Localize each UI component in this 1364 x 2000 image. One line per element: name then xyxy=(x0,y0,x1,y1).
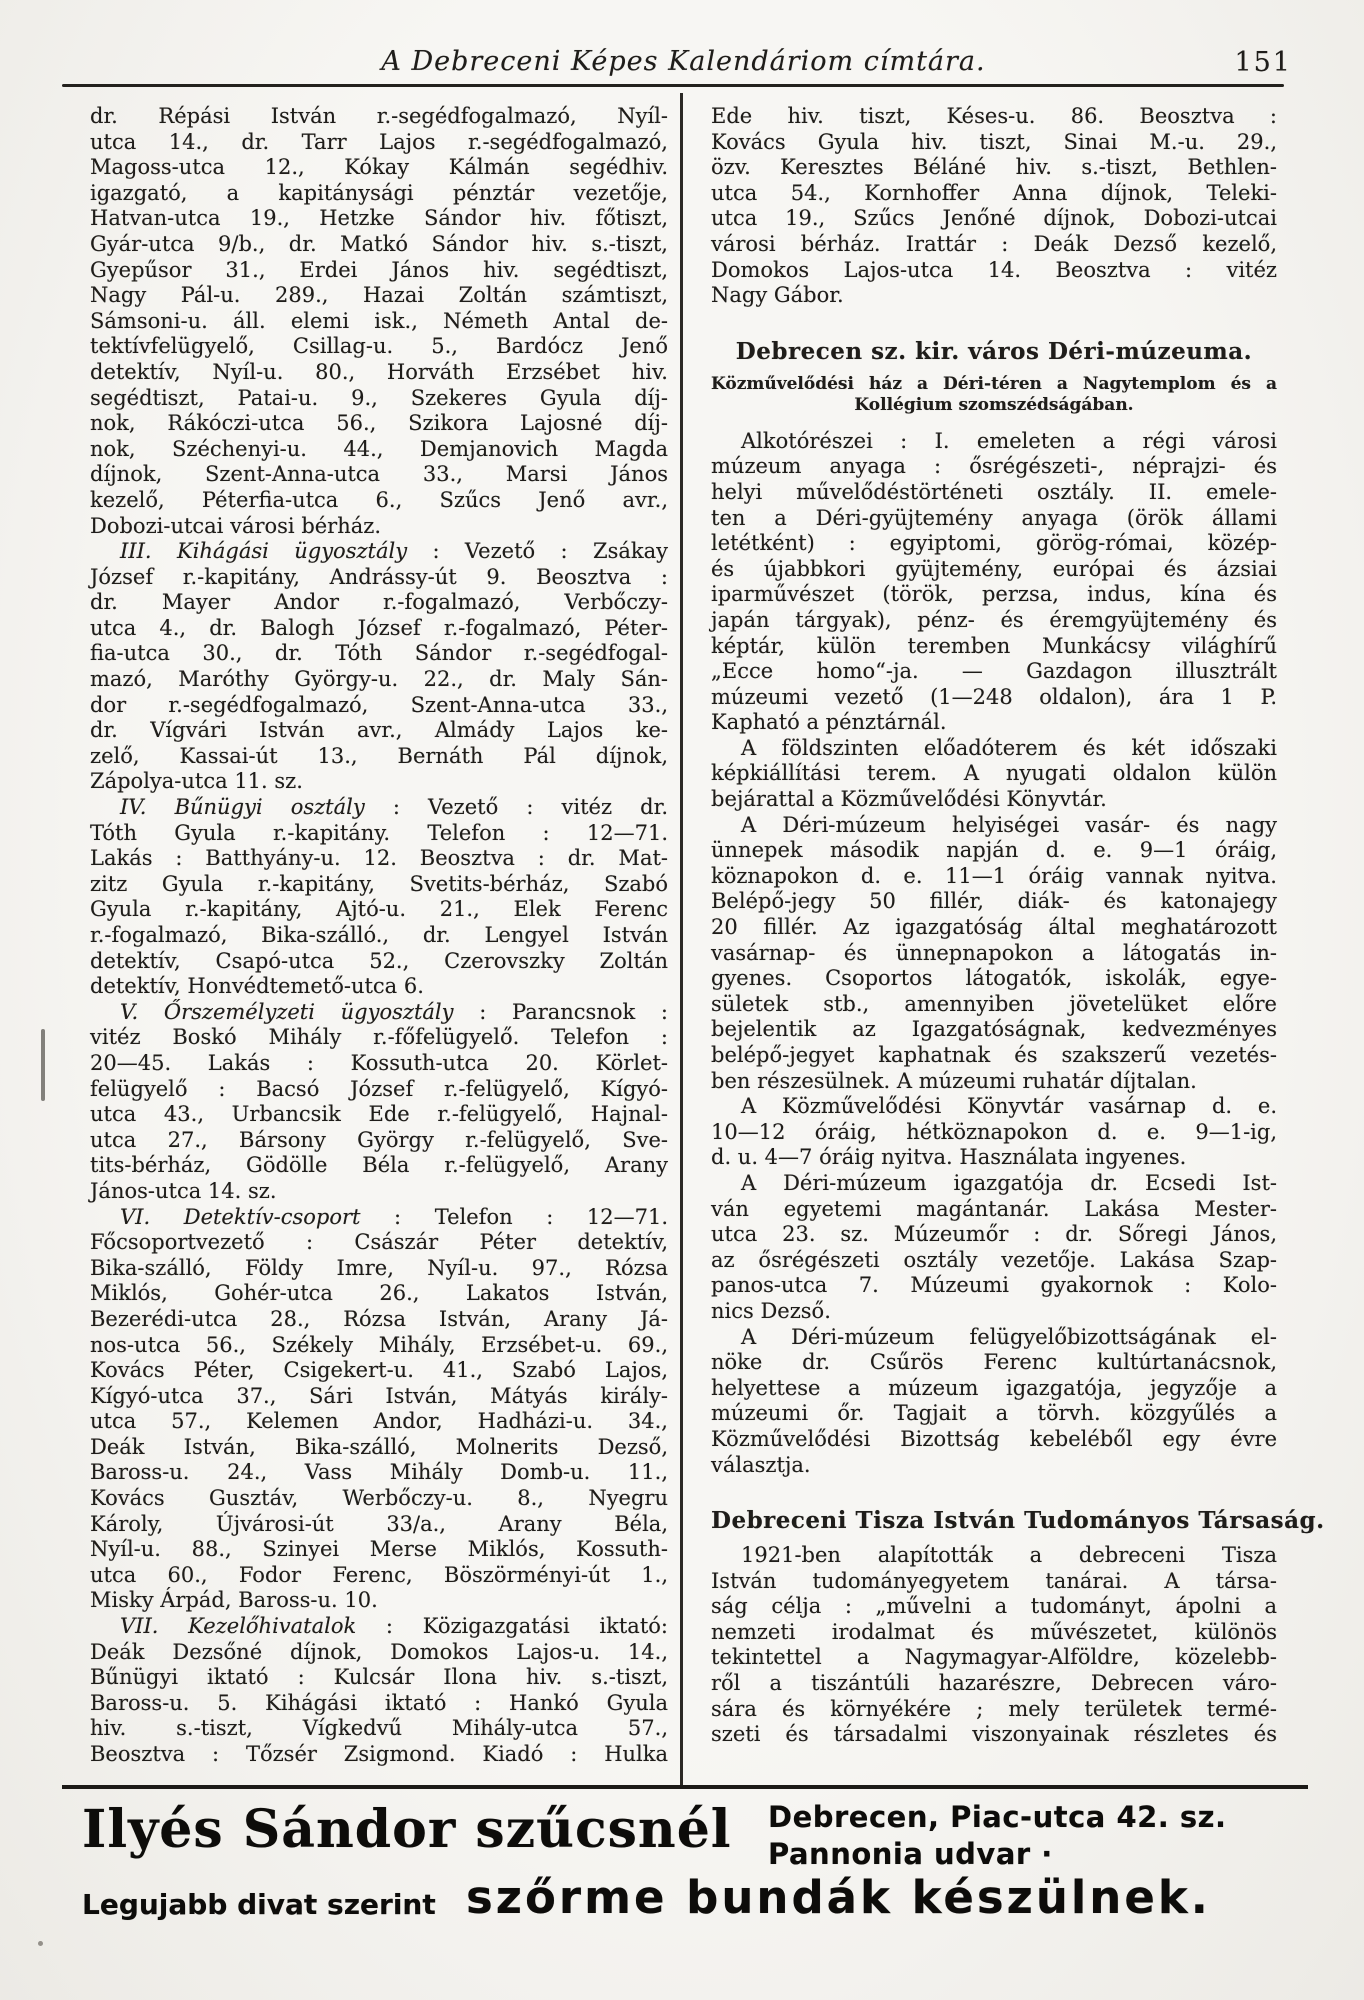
text-line: detektív, Honvédtemető-utca 6. xyxy=(90,974,424,999)
text-line: zelő, Kassai-út 13., Bernáth Pál díjnok, xyxy=(90,743,668,768)
text-line: nok, Rákóczi-utca 56., Szikora Lajosné díj- xyxy=(90,411,668,436)
text-line: bejelentik az Igazgatóságnak, kedvezményes xyxy=(711,1017,1277,1042)
paragraph xyxy=(90,795,668,1000)
text-line: mazó, Maróthy György-u. 22., dr. Maly Sán- xyxy=(90,667,668,692)
text-line: utca 23. sz. Múzeumőr : dr. Sőregi János, xyxy=(711,1222,1277,1247)
left-column xyxy=(90,104,668,1768)
text-line: múzeumi vezető (1—248 oldalon), ára 1 P. xyxy=(711,684,1277,709)
section-heading: Debrecen sz. kir. város Déri-múzeuma. xyxy=(735,337,1253,365)
text-line: Baross-u. 24., Vass Mihály Domb-u. 11., xyxy=(90,1460,668,1485)
text-line: Baross-u. 5. Kihágási iktató : Hankó Gyula xyxy=(90,1690,668,1715)
paragraph xyxy=(90,539,668,795)
section-heading: Debreceni Tisza István Tudományos Társaság. xyxy=(711,1507,1325,1535)
text-line: sára és környékére ; mely területek termé- xyxy=(711,1696,1277,1721)
text-line: r.-fogalmazó, Bika-szálló., dr. Lengyel István xyxy=(90,923,668,947)
paragraph xyxy=(711,429,1277,736)
section-subheading xyxy=(711,374,1277,416)
text-line: nemzeti irodalmat és művészetet, különös xyxy=(711,1619,1277,1644)
text-line: Nyíl-u. 88., Szinyei Merse Miklós, Kossuth- xyxy=(90,1537,668,1562)
scan-artifact xyxy=(41,1029,45,1101)
text-line: tekintettel a Nagymagyar-Alföldre, közelebb- xyxy=(711,1645,1277,1670)
text-line: nics Dezső. xyxy=(711,1298,831,1323)
text-line: városi bérház. Irattár : Deák Dezső kezelő, xyxy=(711,231,1277,256)
text-line: Főcsoportvezető : Császár Péter detektív, xyxy=(90,1230,668,1255)
text-line: hiv. s.-tiszt, Vígkedvű Mihály-utca 57., xyxy=(90,1716,668,1741)
paragraph xyxy=(711,1325,1277,1479)
text-line: Kígyó-utca 37., Sári István, Mátyás király- xyxy=(90,1383,668,1408)
text-line: Kollégium szomszédságában. xyxy=(854,394,1134,415)
text-line: János-utca 14. sz. xyxy=(90,1178,277,1203)
text-line: utca 27., Bársony György r.-felügyelő, Sve- xyxy=(90,1127,668,1152)
text-line: igazgató, a kapitánysági pénztár vezetője, xyxy=(90,180,668,205)
text-line: ság célja : „művelni a tudományt, ápolni a xyxy=(711,1594,1277,1619)
text-line: belépő-jegyet kaphatnak és szakszerű vezetés- xyxy=(711,1043,1277,1067)
page-number: 151 xyxy=(1234,47,1292,78)
text-line: Hatvan-utca 19., Hetzke Sándor hiv. főtiszt, xyxy=(90,206,668,231)
text-line: panos-utca 7. Múzeumi gyakornok : Kolo- xyxy=(711,1273,1277,1298)
text-line: az ősrégészeti osztály vezetője. Lakása Szap- xyxy=(711,1247,1277,1272)
text-line: Beosztva : Tőzsér Zsigmond. Kiadó : Hulka xyxy=(90,1742,668,1766)
text-line: letétként) : egyiptomi, görög-római, közép- xyxy=(711,531,1277,556)
text-line: Alkotórészei : I. emeleten a régi városi xyxy=(741,428,1277,453)
text-line: választja. xyxy=(711,1452,811,1477)
text-line: Deák Dezsőné díjnok, Domokos Lajos-u. 14., xyxy=(90,1639,668,1664)
text-line: Károly, Újvárosi-út 33/a., Arany Béla, xyxy=(90,1511,668,1536)
text-line: képkiállítási terem. A nyugati oldalon külön xyxy=(711,761,1277,786)
text-line: A földszinten előadóterem és két időszaki xyxy=(741,735,1277,760)
text-line: sületek stb., amennyiben jövetelüket előre xyxy=(711,991,1277,1016)
text-line: „Ecce homo“-ja. — Gazdagon illusztrált xyxy=(711,659,1277,684)
text-line: kezelő, Péterfia-utca 6., Szűcs Jenő avr., xyxy=(90,487,668,512)
text-line: d. u. 4—7 óráig nyitva. Használata ingyenes. xyxy=(711,1145,1187,1170)
text-line: Tóth Gyula r.-kapitány. Telefon : 12—71. xyxy=(90,820,668,845)
text-line: Miklós, Gohér-utca 26., Lakatos István, xyxy=(90,1281,668,1306)
text-line: Sámsoni-u. áll. elemi isk., Németh Antal de- xyxy=(90,308,668,333)
text-line: V. Őrszemélyzeti ügyosztály : Parancsnok : xyxy=(120,999,669,1024)
right-column xyxy=(711,104,1325,1748)
text-line: utca 57., Kelemen Andor, Hadházi-u. 34., xyxy=(90,1409,668,1434)
text-line: József r.-kapitány, Andrássy-út 9. Beosztva : xyxy=(90,564,668,589)
text-line: szeti és társadalmi viszonyainak részletes és xyxy=(711,1722,1277,1747)
text-line: zitz Gyula r.-kapitány, Svetits-bérház, Szabó xyxy=(90,871,668,896)
text-line: nos-utca 56., Székely Mihály, Erzsébet-u. 69., xyxy=(90,1332,668,1357)
text-line: Ede hiv. tiszt, Késes-u. 86. Beosztva : xyxy=(711,104,1277,128)
text-line: Gyepűsor 31., Erdei János hiv. segédtiszt, xyxy=(90,257,668,282)
text-line: helyi művelődéstörténeti osztály. II. emele- xyxy=(711,479,1277,504)
text-line: vitéz Boskó Mihály r.-főfelügyelő. Telefon : xyxy=(90,1025,668,1050)
text-line: Nagy Pál-u. 289., Hazai Zoltán számtiszt, xyxy=(90,283,668,308)
text-line: nok, Széchenyi-u. 44., Demjanovich Magda xyxy=(90,436,668,461)
text-line: segédtiszt, Patai-u. 9., Szekeres Gyula díj- xyxy=(90,385,668,410)
text-line: detektív, Nyíl-u. 80., Horváth Erzsébet hiv. xyxy=(90,359,668,384)
text-line: Deák István, Bika-szálló, Molnerits Dezső, xyxy=(90,1434,668,1459)
page-header-title: A Debreceni Képes Kalendáriom címtára. xyxy=(381,46,986,77)
paragraph xyxy=(90,104,668,539)
paragraph xyxy=(90,1205,668,1615)
text-line: utca 43., Urbancsik Ede r.-felügyelő, Hajnal- xyxy=(90,1102,668,1127)
text-line: ten a Déri-gyüjtemény anyaga (örök állami xyxy=(711,505,1277,530)
text-line: özv. Keresztes Béláné hiv. s.-tiszt, Bethlen- xyxy=(711,155,1277,180)
text-line: Nagy Gábor. xyxy=(711,283,844,308)
paragraph xyxy=(711,104,1277,309)
text-line: utca 60., Fodor Ferenc, Böszörményi-út 1., xyxy=(90,1562,668,1587)
text-line: Kapható a pénztárnál. xyxy=(711,710,947,735)
text-line: dor r.-segédfogalmazó, Szent-Anna-utca 33., xyxy=(90,692,668,717)
ad-address-line2: Pannonia udvar · xyxy=(768,1837,1053,1871)
paragraph xyxy=(90,1000,668,1205)
text-line: detektív, Csapó-utca 52., Czerovszky Zoltán xyxy=(90,948,668,973)
text-line: Bűnügyi iktató : Kulcsár Ilona hiv. s.-tiszt, xyxy=(90,1665,668,1690)
text-line: 20 fillér. Az igazgatóság által meghatározott xyxy=(711,915,1277,940)
text-line: 10—12 óráig, hétköznapokon d. e. 9—1-ig, xyxy=(711,1119,1277,1144)
text-line: Kovács Gyula hiv. tiszt, Sinai M.-u. 29., xyxy=(711,129,1277,154)
text-line: japán tárgyak), pénz- és éremgyüjtemény és xyxy=(711,607,1277,632)
text-line: ünnepek második napján d. e. 9—1 óráig, xyxy=(711,838,1277,863)
text-line: VI. Detektív-csoport : Telefon : 12—71. xyxy=(120,1204,668,1229)
text-line: bejárattal a Közművelődési Könyvtár. xyxy=(711,787,1107,812)
text-line: utca 4., dr. Balogh József r.-fogalmazó, Péter- xyxy=(90,615,668,640)
text-line: tektívfelügyelő, Csillag-u. 5., Bardócz Jenő xyxy=(90,334,668,359)
text-line: Dobozi-utcai városi bérház. xyxy=(90,513,382,538)
text-line: múzeumi őr. Tagjait a törvh. közgyűlés a xyxy=(711,1401,1277,1426)
text-line: ván egyetemi magántanár. Lakása Mester- xyxy=(711,1196,1277,1221)
text-line: István tudományegyetem tanárai. A társa- xyxy=(711,1568,1277,1593)
ad-tagline-prefix: Legujabb divat szerint xyxy=(82,1888,436,1921)
text-line: fia-utca 30., dr. Tóth Sándor r.-segédfogal- xyxy=(90,641,668,666)
text-line: Zápolya-utca 11. sz. xyxy=(90,769,303,794)
paragraph xyxy=(711,1094,1277,1171)
paragraph xyxy=(90,1614,668,1768)
paragraph xyxy=(711,736,1277,813)
text-line: iparművészet (török, perzsa, indus, kína és xyxy=(711,582,1277,607)
text-line: III. Kihágási ügyosztály : Vezető : Zsákay xyxy=(120,539,668,564)
header-rule xyxy=(62,84,1284,87)
text-line: A Közművelődési Könyvtár vasárnap d. e. xyxy=(741,1094,1277,1119)
text-line: IV. Bűnügyi osztály : Vezető : vitéz dr. xyxy=(120,795,668,820)
text-line: Bezerédi-utca 28., Rózsa István, Arany Já- xyxy=(90,1306,668,1331)
text-line: és újabbkori gyüjtemény, európai és ázsiai xyxy=(711,556,1277,581)
paragraph xyxy=(711,1171,1277,1325)
text-line: A Déri-múzeum igazgatója dr. Ecsedi Ist- xyxy=(741,1170,1277,1195)
ad-tagline-main: szőrme bundák készülnek. xyxy=(466,1871,1211,1924)
text-line: vasárnap- és ünnepnapokon a látogatás in- xyxy=(711,940,1277,965)
text-line: ben részesülnek. A múzeumi ruhatár díjtalan. xyxy=(711,1068,1197,1093)
text-line: Lakás : Batthyány-u. 12. Beosztva : dr. Mat- xyxy=(90,846,668,871)
text-line: Közművelődési Bizottság kebeléből egy évre xyxy=(711,1426,1277,1451)
text-line: 1921-ben alapították a debreceni Tisza xyxy=(741,1543,1277,1568)
text-line: Domokos Lajos-utca 14. Beosztva : vitéz xyxy=(711,257,1277,282)
text-line: utca 19., Szűcs Jenőné díjnok, Dobozi-utcai xyxy=(711,206,1277,231)
text-line: utca 54., Kornhoffer Anna díjnok, Teleki- xyxy=(711,180,1277,205)
text-line: felügyelő : Bacsó József r.-felügyelő, Kígyó- xyxy=(90,1076,668,1101)
text-line: Misky Árpád, Baross-u. 10. xyxy=(90,1588,378,1613)
text-line: Gyár-utca 9/b., dr. Matkó Sándor hiv. s.-tiszt, xyxy=(90,231,668,256)
text-line: Bika-szálló, Földy Imre, Nyíl-u. 97., Rózsa xyxy=(90,1255,668,1280)
text-line: dr. Répási István r.-segédfogalmazó, Nyíl- xyxy=(90,104,668,128)
text-line: dr. Mayer Andor r.-fogalmazó, Verbőczy- xyxy=(90,590,668,615)
text-line: gyenes. Csoportos látogatók, iskolák, egye- xyxy=(711,966,1277,991)
text-line: köznapokon d. e. 11—1 óráig vannak nyitva. xyxy=(711,863,1277,888)
footer-rule xyxy=(62,1785,1308,1789)
advertiser-name: Ilyés Sándor szűcsnél xyxy=(82,1799,732,1860)
text-line: A Déri-múzeum felügyelőbizottságának el- xyxy=(741,1324,1277,1349)
text-line: Kovács Gusztáv, Werbőczy-u. 8., Nyegru xyxy=(90,1486,668,1511)
scan-artifact xyxy=(38,1941,43,1946)
ad-address-line1: Debrecen, Piac-utca 42. sz. xyxy=(768,1800,1227,1834)
text-line: helyettese a múzeum igazgatója, jegyzője a xyxy=(711,1375,1277,1400)
text-line: VII. Kezelőhivatalok : Közigazgatási iktató: xyxy=(120,1614,668,1639)
text-line: Kovács Péter, Csigekert-u. 41., Szabó Lajos, xyxy=(90,1358,668,1383)
text-line: díjnok, Szent-Anna-utca 33., Marsi János xyxy=(90,462,668,487)
text-line: Gyula r.-kapitány, Ajtó-u. 21., Elek Ferenc xyxy=(90,897,668,922)
text-line: tits-bérház, Gödölle Béla r.-felügyelő, Arany xyxy=(90,1153,668,1178)
text-line: 20—45. Lakás : Kossuth-utca 20. Körlet- xyxy=(90,1050,668,1075)
text-line: A Déri-múzeum helyiségei vasár- és nagy xyxy=(741,812,1277,837)
text-line: Belépő-jegy 50 fillér, diák- és katonajegy xyxy=(711,889,1277,914)
text-line: képtár, külön teremben Munkácsy világhírű xyxy=(711,633,1277,658)
paragraph xyxy=(711,813,1277,1095)
text-line: dr. Vígvári István avr., Almády Lajos ke- xyxy=(90,718,668,743)
text-line: utca 14., dr. Tarr Lajos r.-segédfogalmazó, xyxy=(90,129,668,154)
paragraph xyxy=(711,1543,1277,1748)
text-line: ről a tiszántúli hazarészre, Debrecen váro- xyxy=(711,1671,1277,1696)
text-line: nöke dr. Csűrös Ferenc kultúrtanácsnok, xyxy=(711,1350,1277,1375)
text-line: múzeum anyaga : ősrégészeti-, néprajzi- és xyxy=(711,454,1277,479)
column-divider xyxy=(680,93,683,1785)
text-line: Közművelődési ház a Déri-téren a Nagytemplom és a xyxy=(711,373,1277,394)
text-line: Magoss-utca 12., Kókay Kálmán segédhiv. xyxy=(90,155,668,180)
